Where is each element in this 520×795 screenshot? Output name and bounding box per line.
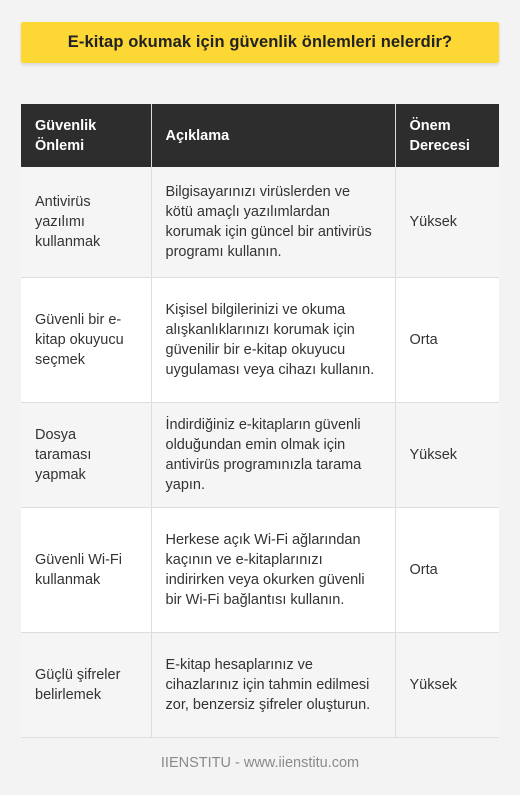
table-row <box>21 507 499 632</box>
table-row <box>21 167 499 277</box>
description-cell: Kişisel bilgilerinizi ve okuma alışkanlıklarınızı korumak için güvenilir bir e-kitap okuyucu uygulaması veya cihazı kullanın. <box>151 277 395 402</box>
measure-cell: Antivirüs yazılımı kullanmak <box>21 167 151 277</box>
column-header-importance: Önem Derecesi <box>395 104 499 167</box>
column-header-measure: Güvenlik Önlemi <box>21 104 151 167</box>
importance-cell: Yüksek <box>395 632 499 737</box>
description-cell: Bilgisayarınızı virüslerden ve kötü amaçlı yazılımlardan korumak için güncel bir antivirüs programı kullanın. <box>151 167 395 277</box>
table-row <box>21 402 499 507</box>
measure-cell: Dosya taraması yapmak <box>21 402 151 507</box>
measure-cell: Güçlü şifreler belirlemek <box>21 632 151 737</box>
table-row <box>21 277 499 402</box>
security-measures-table <box>21 104 499 738</box>
description-cell: Herkese açık Wi-Fi ağlarından kaçının ve e-kitaplarınızı indirirken veya okurken güvenli bir Wi-Fi bağlantısı kullanın. <box>151 507 395 632</box>
footer-credit: IIENSTITU - www.iienstitu.com <box>160 755 360 771</box>
importance-cell: Orta <box>395 277 499 402</box>
column-header-description: Açıklama <box>151 104 395 167</box>
importance-cell: Yüksek <box>395 402 499 507</box>
description-cell: İndirdiğiniz e-kitapların güvenli olduğundan emin olmak için antivirüs programınızla tarama yapın. <box>151 402 395 507</box>
page-title: E-kitap okumak için güvenlik önlemleri nelerdir? <box>67 33 453 51</box>
measure-cell: Güvenli bir e-kitap okuyucu seçmek <box>21 277 151 402</box>
table-header-row <box>21 104 499 167</box>
importance-cell: Yüksek <box>395 167 499 277</box>
description-cell: E-kitap hesaplarınız ve cihazlarınız için tahmin edilmesi zor, benzersiz şifreler oluşturun. <box>151 632 395 737</box>
importance-cell: Orta <box>395 507 499 632</box>
measure-cell: Güvenli Wi-Fi kullanmak <box>21 507 151 632</box>
title-banner <box>21 22 499 63</box>
table-row <box>21 632 499 737</box>
